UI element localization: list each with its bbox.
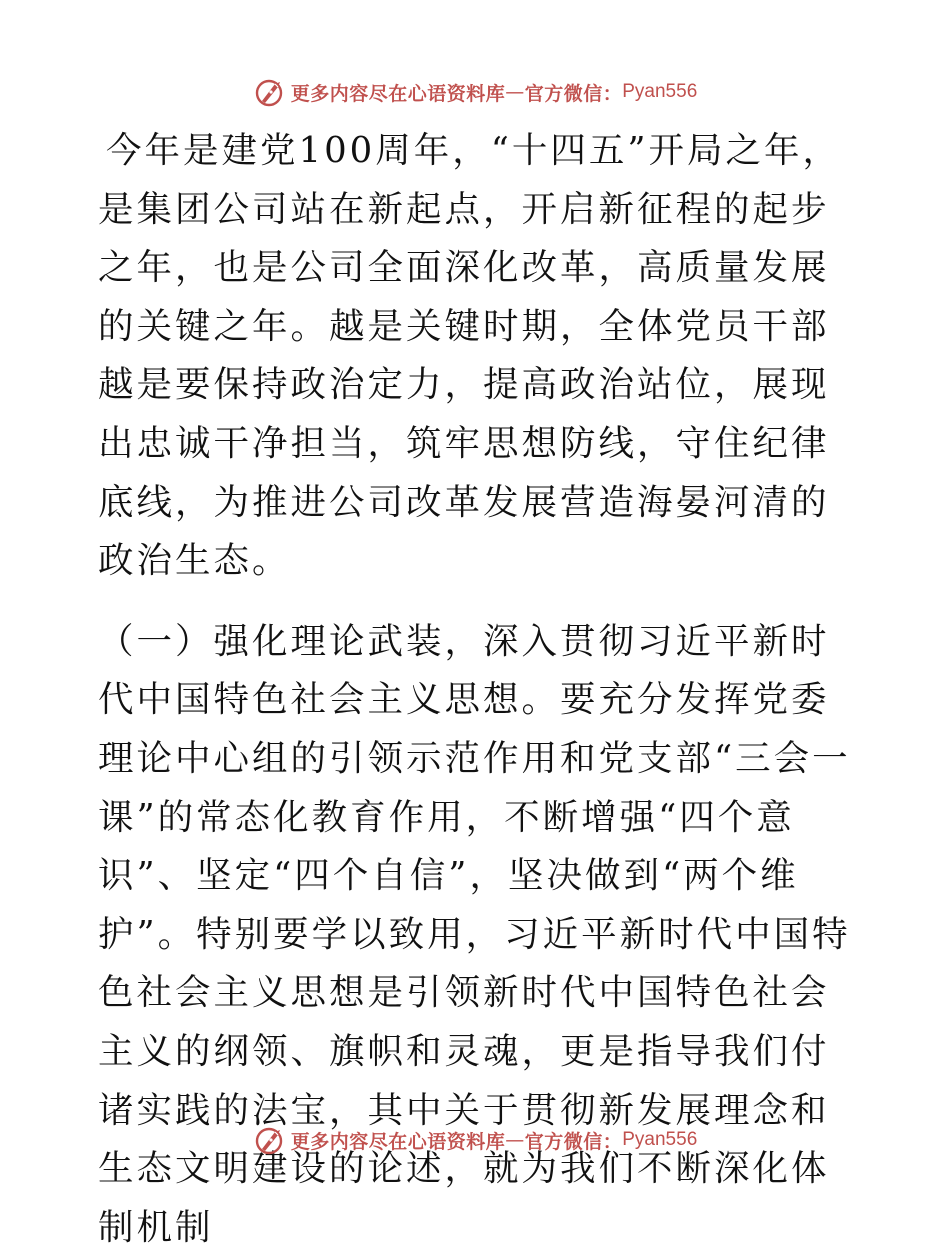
banner-main-text: 更多内容尽在心语资料库 bbox=[290, 1130, 506, 1153]
pen-nib-logo-icon bbox=[253, 1123, 287, 1157]
paragraph-2: （一）强化理论武装，深入贯彻习近平新时代中国特色社会主义思想。要充分发挥党委理论中心组的引领示范作用和党支部“三会一课”的常态化教育作用，不断增强“四个意识”、坚定“四个自信”，坚决做到“两个维护”。特别要学以致用，习近平新时代中国特色社会主义思想是引领新时代中国特色社会主义的纲领、旗帜和灵魂，更是指导我们付诸实践的法宝，其中关于贯彻新发展理念和生态文明建设的论述，就为我们不断深化体制机制 bbox=[98, 620, 851, 1248]
pen-nib-logo-icon bbox=[253, 75, 287, 109]
banner-wechat-id: Pyan556 bbox=[622, 1129, 698, 1150]
banner-main-text: 更多内容尽在心语资料库 bbox=[290, 82, 506, 105]
banner-separator: — bbox=[505, 81, 525, 103]
banner-contact-label: 官方微信： bbox=[524, 82, 623, 105]
banner-contact-label: 官方微信： bbox=[524, 1130, 623, 1153]
paragraph-1: 今年是建党100周年，“十四五”开局之年，是集团公司站在新起点，开启新征程的起步之年，也是公司全面深化改革，高质量发展的关键之年。越是关键时期，全体党员干部越是要保持政治定力，提高政治站位，展现出忠诚干净担当，筑牢思想防线，守住纪律底线，为推进公司改革发展营造海晏河清的政治生态。 bbox=[98, 130, 842, 582]
document-body bbox=[98, 122, 858, 1257]
header-banner bbox=[0, 72, 950, 112]
banner-wechat-id: Pyan556 bbox=[622, 81, 698, 102]
banner-separator: — bbox=[505, 1129, 525, 1151]
footer-banner bbox=[0, 1120, 950, 1160]
